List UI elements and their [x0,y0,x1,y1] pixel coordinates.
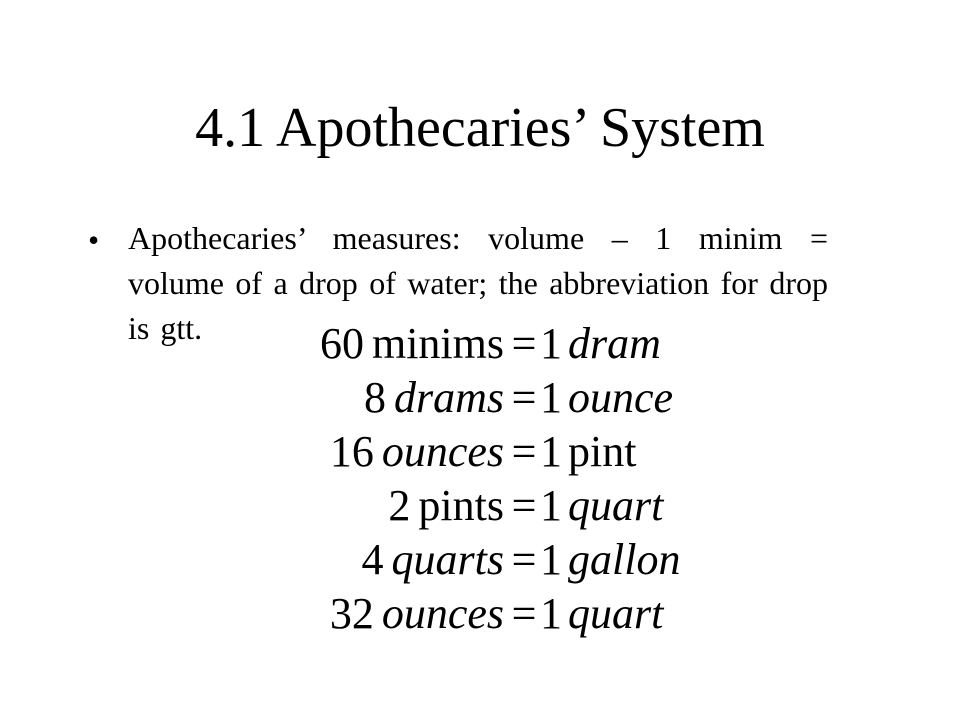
lhs-unit: quarts [391,535,504,584]
lhs-unit: drams [393,373,504,422]
rhs-number: 1 [540,427,562,476]
rhs-number: 1 [540,589,562,638]
lhs-unit: pints [418,481,504,530]
lhs-number: 8 [363,373,386,422]
rhs-unit: quart [568,589,664,638]
lhs-unit: ounces [381,427,504,476]
lhs-number: 2 [388,481,411,530]
bullet-marker: • [88,222,100,258]
equation-lhs [330,578,504,650]
lhs-unit: ounces [381,589,504,638]
slide-title: 4.1 Apothecaries’ System [195,97,765,159]
rhs-unit: dram [568,319,661,368]
rhs-number: 1 [540,373,562,422]
equation-row [0,578,960,650]
rhs-unit: pint [568,427,637,476]
rhs-unit: ounce [568,373,674,422]
rhs-number: 1 [540,535,562,584]
equals-sign: = [511,481,537,530]
lhs-number: 16 [329,427,374,476]
equals-sign: = [511,427,537,476]
rhs-number: 1 [540,319,562,368]
rhs-unit: quart [568,481,664,530]
bullet-text: Apothecaries’ measures: volume – 1 minim = volume of a drop of water; the abbreviation for drop is gtt. [128,220,828,346]
lhs-unit: minims [371,319,504,368]
lhs-number: 4 [361,535,384,584]
rhs-number: 1 [540,481,562,530]
equation-rhs [540,578,663,650]
lhs-number: 32 [329,589,374,638]
equals-sign: = [511,535,537,584]
equals-sign: = [511,319,537,368]
equals-sign: = [511,373,537,422]
equals-sign: = [511,589,537,638]
lhs-number: 60 [319,319,364,368]
rhs-unit: gallon [568,535,681,584]
